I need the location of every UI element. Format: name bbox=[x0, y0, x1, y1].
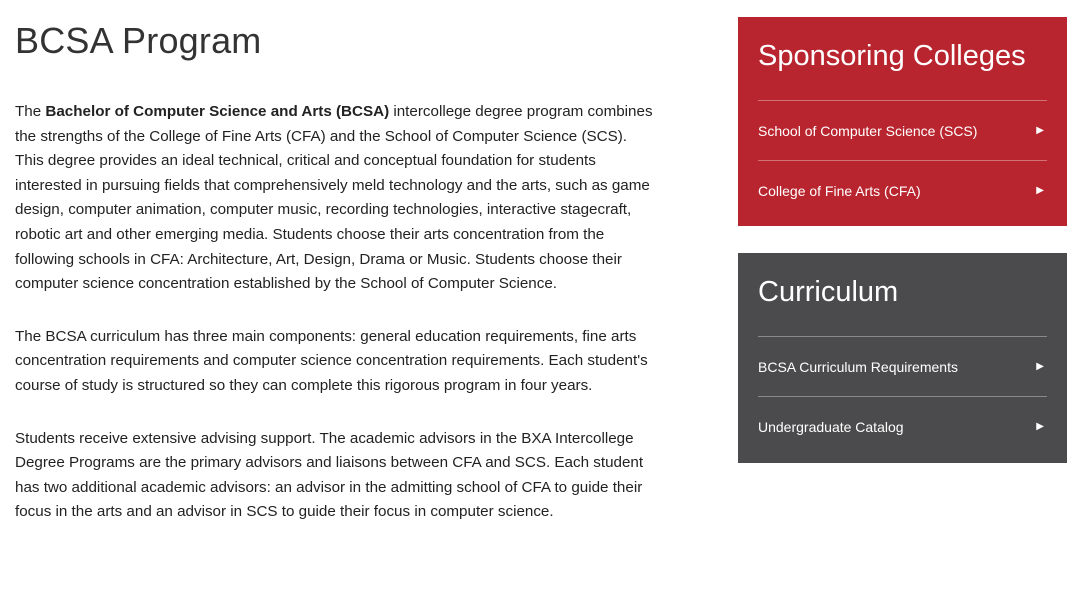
intro-body: intercollege degree program combines the strengths of the College of Fine Arts (CFA) and the School of Computer Science (SCS). This degree provides an ideal technical, critical and conceptual foundation for students interested in pursuing fields that comprehensively meld technology and the arts, such as game design, computer animation, computer music, recording technologies, interactive stagecraft, robotic art and other emerging media. Students choose their arts concentration from the following schools in CFA: Architecture, Art, Design, Drama or Music. Students choose their computer science concentration established by the School of Computer Science. bbox=[15, 103, 653, 293]
arrow-right-icon: ▶ bbox=[1036, 185, 1044, 196]
scs-link[interactable] bbox=[758, 101, 1047, 161]
curriculum-box bbox=[738, 253, 1067, 463]
program-name: Bachelor of Computer Science and Arts (BCSA) bbox=[45, 103, 390, 120]
arrow-right-icon: ▶ bbox=[1036, 125, 1044, 136]
undergraduate-catalog-link[interactable] bbox=[758, 397, 1047, 456]
cfa-link[interactable] bbox=[758, 161, 1047, 220]
sponsoring-colleges-title: Sponsoring Colleges bbox=[758, 17, 1047, 101]
curriculum-requirements-label: BCSA Curriculum Requirements bbox=[758, 358, 958, 375]
advising-paragraph: Students receive extensive advising support. The academic advisors in the BXA Intercollege Degree Programs are the primary advisors and liaisons between CFA and SCS. Each student has two additional academic advisors: an advisor in the admitting school of CFA to guide their focus in the arts and an advisor in SCS to guide their focus in computer science. bbox=[15, 429, 644, 521]
sponsoring-colleges-box bbox=[738, 17, 1067, 226]
arrow-right-icon: ▶ bbox=[1036, 421, 1044, 432]
scs-link-label: School of Computer Science (SCS) bbox=[758, 122, 978, 139]
undergraduate-catalog-label: Undergraduate Catalog bbox=[758, 418, 904, 435]
intro-lead: The bbox=[15, 103, 46, 120]
page-title: BCSA Program bbox=[15, 20, 262, 61]
curriculum-requirements-link[interactable] bbox=[758, 337, 1047, 397]
curriculum-title: Curriculum bbox=[758, 253, 1047, 337]
arrow-right-icon: ▶ bbox=[1036, 361, 1044, 372]
main-content bbox=[15, 18, 655, 525]
intro-paragraph bbox=[15, 100, 655, 297]
cfa-link-label: College of Fine Arts (CFA) bbox=[758, 182, 921, 199]
curriculum-paragraph: The BCSA curriculum has three main components: general education requirements, fine arts concentration requirements and computer science concentration requirements. Each student's course of study is structured so they can complete this rigorous program in four years. bbox=[15, 327, 648, 394]
